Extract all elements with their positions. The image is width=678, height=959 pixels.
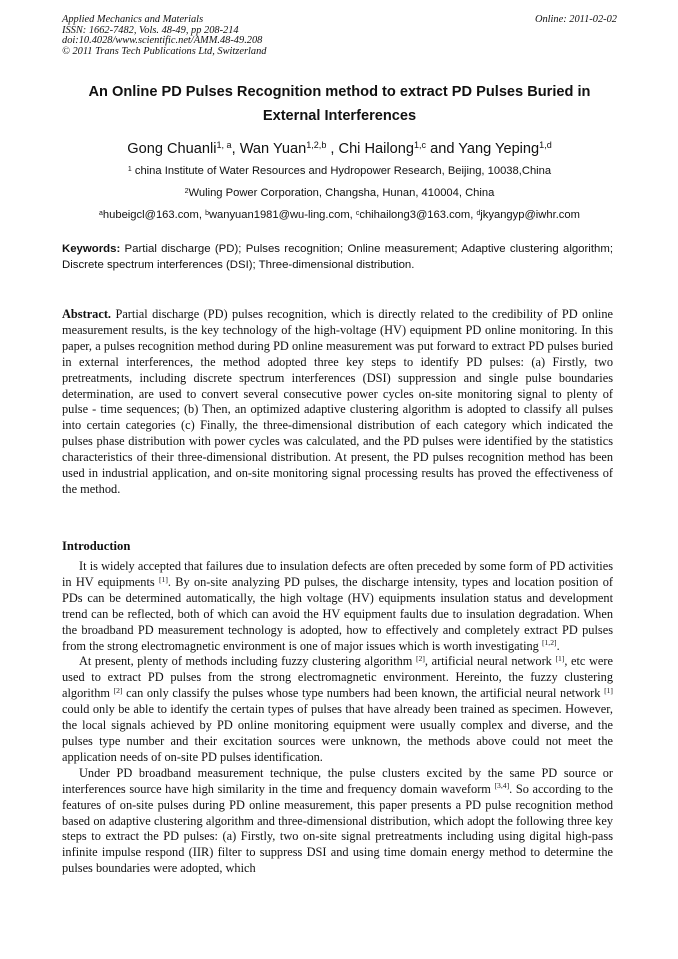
keywords-text: Partial discharge (PD); Pulses recognition; Online measurement; Adaptive clustering algorithm; Discrete spectrum interferences (DSI); Three-dimensional distribution.	[62, 243, 613, 271]
text-run: , etc were used to extract PD pulses from the strong electromagnetic environment. Hereinto, the fuzzy clustering algorithm	[62, 654, 613, 701]
text-run: can only classify the pulses whose type numbers had been known, the artificial neural network	[122, 686, 605, 701]
author-affiliation-mark: 1, a	[216, 140, 232, 151]
citation: [1,2]	[541, 638, 557, 648]
author-affiliation-mark: 1,c	[413, 140, 427, 151]
affiliation-2: $^2$Wuling Power Corporation, Changsha, Hunan, 410004, China	[184, 187, 495, 199]
text-run: could only be able to identify the certain types of pulses that have already been trained as specimen. However, the local signals achieved by PD online monitoring equipment were usually complex and diverse, and the pulses type number and their excitation sources were unknown, the methods above could not meet the application needs of on-site PD pulses identification.	[62, 702, 613, 764]
author: Yang Yeping$^{1,d}$	[458, 140, 552, 157]
author-emails: $^a$hubeigcl@163.com, $^b$wanyuan1981@wu-ling.com, $^c$chihailong3@163.com, $^d$jkyangyp@iwhr.com	[99, 209, 580, 221]
doi-line: doi:10.4028/www.scientific.net/AMM.48-49.208	[62, 35, 263, 47]
paragraph	[62, 766, 613, 877]
author: Chi Hailong$^{1,c}$ and	[338, 140, 459, 157]
citation: [2]	[113, 686, 123, 696]
online-date: Online: 2011-02-02	[534, 14, 617, 25]
keywords-label: Keywords:	[62, 243, 121, 255]
issn-line: ISSN: 1662-7482, Vols. 48-49, pp 208-214	[62, 24, 239, 36]
section-heading-introduction: Introduction	[62, 539, 131, 553]
paper-title: An Online PD Pulses Recognition method to extract PD Pulses Buried in External Interferences	[88, 84, 591, 124]
author-affiliation-mark: 1,d	[539, 140, 552, 151]
text-run: At present, plenty of methods including fuzzy clustering algorithm	[79, 654, 416, 669]
citation: [1]	[158, 574, 168, 584]
author: Wan Yuan$^{1,2,b}$ ,	[239, 140, 339, 157]
affiliation-1: $^1$ china Institute of Water Resources and Hydropower Research, Beijing, 10038,China	[127, 165, 552, 177]
text-run: .	[556, 638, 560, 653]
text-run: , artificial neural network	[424, 654, 556, 669]
citation: [1]	[555, 654, 565, 664]
citation: [3,4]	[494, 781, 510, 791]
author-affiliation-mark: 1,2,b	[306, 140, 327, 151]
text-run: . So according to the features of on-site pulses during PD online measurement, this paper presents a PD pulse recognition method based on adaptive clustering algorithm and three-dimensional distribution, which adopt the following three key steps to extract the PD pulses: (a) Firstly, two on-site signal pretreatments including using digital high-pass infinite impulse respond (IIR) filter to suppress DSI and using time domain energy method to determine the pulses boundaries were adopted, which	[62, 781, 614, 876]
introduction-body	[62, 559, 613, 877]
keywords	[62, 242, 613, 273]
paragraph	[62, 654, 613, 765]
citation: [1]	[604, 686, 613, 696]
paragraph	[62, 559, 613, 654]
abstract-label: Abstract.	[62, 307, 112, 321]
abstract	[62, 307, 613, 498]
copyright-line: © 2011 Trans Tech Publications Ltd, Switzerland	[62, 45, 267, 57]
author: Gong Chuanli$^{1, a}$,	[127, 140, 240, 157]
text-run: Under PD broadband measurement technique, the pulse clusters excited by the same PD source or interferences source have high similarity in the time and frequency domain waveform	[62, 765, 613, 796]
abstract-text: Partial discharge (PD) pulses recognition, which is directly related to the credibility of PD online measurement results, is the key technology of the high-voltage (HV) equipment PD online monitoring. In this paper, a pulses recognition method during PD online measurement was put forward to extract PD pulses buried in external interferences, the method adopted three key steps to identify PD pulses: (a) Firstly, two pretreatments, including discrete spectrum interferences (DSI) suppression and single pulse boundaries determination, are used to convert several consecutive power cycles on-site monitoring signal to plenty of pulse - time sequences; (b) Then, an optimized adaptive clustering algorithm is adopted to classify all pulses into certain categories (c) Finally, the three-dimensional distribution of each category which indicated the pulses phase distribution with power cycles was calculated, and the PD pulses were identified by the statistics characteristics of their three-dimensional distribution. At present, the PD pulses recognition method has been used in industrial application, and on-site monitoring signal processing results has proved the effectiveness of the method.	[62, 307, 613, 496]
author-list	[62, 140, 617, 158]
journal-name: Applied Mechanics and Materials	[62, 14, 204, 25]
text-run: . By on-site analyzing PD pulses, the discharge intensity, types and location position of PDs can be determined automatically, the high voltage (HV) equipments insulation status and development trend can be reflected, both of which can avoid the HV equipment faults due to insulation degradation. When the broadband PD measurement technology is adopted, how to effectively and completely extract PD pulses from the strong electromagnetic environment is one of major issues which is worth investigating	[62, 574, 613, 653]
journal-header	[62, 15, 617, 57]
text-run: It is widely accepted that failures due to insulation defects are often preceded by some form of PD activities in HV equipments	[62, 559, 613, 589]
citation: [2]	[416, 654, 425, 664]
